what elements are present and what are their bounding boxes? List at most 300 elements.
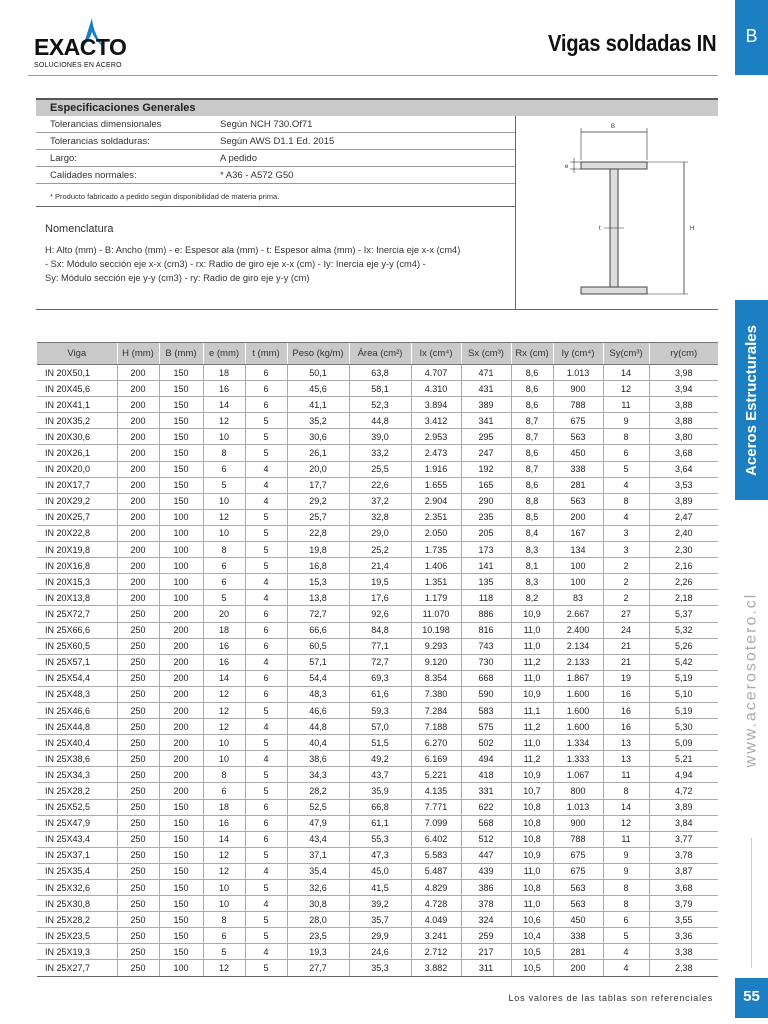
table-cell: 12 (203, 719, 245, 735)
table-cell: 2 (603, 590, 649, 606)
table-cell: 11,2 (511, 751, 553, 767)
table-cell: 5,26 (649, 638, 718, 654)
table-cell: 8,6 (511, 445, 553, 461)
table-cell: 2,26 (649, 574, 718, 590)
table-cell: 2.953 (411, 429, 461, 445)
table-cell: 2.134 (553, 638, 603, 654)
table-cell: 6.169 (411, 751, 461, 767)
table-cell: 11,0 (511, 735, 553, 751)
beam-name-cell: IN 20X30,6 (37, 429, 117, 445)
table-cell: 25,5 (349, 461, 411, 477)
table-cell: 3,88 (649, 397, 718, 413)
table-cell: 250 (117, 622, 159, 638)
beam-name-cell: IN 25X40,4 (37, 735, 117, 751)
table-cell: 4 (603, 509, 649, 525)
table-cell: 7.380 (411, 686, 461, 702)
table-cell: 150 (159, 381, 203, 397)
table-row (37, 558, 718, 574)
table-cell: 60,5 (287, 638, 349, 654)
table-row (37, 542, 718, 558)
table-cell: 8,7 (511, 429, 553, 445)
table-cell: 568 (461, 815, 511, 831)
table-cell: 8,5 (511, 509, 553, 525)
table-cell: 3,77 (649, 831, 718, 847)
beam-name-cell: IN 25X57,1 (37, 654, 117, 670)
table-cell: 5 (245, 558, 287, 574)
table-cell: 16 (203, 381, 245, 397)
table-cell: 15,3 (287, 574, 349, 590)
table-cell: 21 (603, 638, 649, 654)
table-cell: 675 (553, 863, 603, 879)
beam-name-cell: IN 25X52,5 (37, 799, 117, 815)
spec-label: Tolerancias dimensionales (50, 119, 162, 130)
table-cell: 16 (603, 686, 649, 702)
table-cell: 10,8 (511, 831, 553, 847)
spec-label: Tolerancias soldaduras: (50, 136, 150, 147)
table-cell: 4 (245, 574, 287, 590)
table-cell: 5,10 (649, 686, 718, 702)
table-cell: 150 (159, 365, 203, 381)
table-cell: 5 (245, 525, 287, 541)
table-cell: 200 (159, 783, 203, 799)
table-cell: 25,7 (287, 509, 349, 525)
column-header: Sx (cm³) (461, 343, 511, 365)
table-cell: 200 (159, 702, 203, 718)
table-row (37, 654, 718, 670)
section-name: Aceros Estructurales (743, 324, 760, 476)
table-cell: 250 (117, 944, 159, 960)
column-header: Ix (cm⁴) (411, 343, 461, 365)
table-cell: 11,2 (511, 654, 553, 670)
table-cell: 10,5 (511, 944, 553, 960)
table-cell: 250 (117, 831, 159, 847)
table-cell: 11,2 (511, 719, 553, 735)
table-row (37, 896, 718, 912)
table-cell: 10,9 (511, 767, 553, 783)
table-cell: 11 (603, 397, 649, 413)
section-letter: B (745, 26, 758, 46)
table-cell: 4 (245, 944, 287, 960)
table-cell: 28,2 (287, 783, 349, 799)
table-cell: 9 (603, 847, 649, 863)
table-cell: 8 (203, 767, 245, 783)
table-cell: 150 (159, 863, 203, 879)
table-cell: 6 (245, 670, 287, 686)
table-cell: 92,6 (349, 606, 411, 622)
table-cell: 450 (553, 445, 603, 461)
table-cell: 38,6 (287, 751, 349, 767)
table-cell: 7.771 (411, 799, 461, 815)
beam-name-cell: IN 20X20,0 (37, 461, 117, 477)
table-cell: 6 (203, 783, 245, 799)
table-cell: 39,0 (349, 429, 411, 445)
table-cell: 18 (203, 799, 245, 815)
table-cell: 35,7 (349, 912, 411, 928)
table-cell: 14 (203, 397, 245, 413)
table-cell: 200 (117, 493, 159, 509)
beam-table (37, 342, 718, 977)
table-cell: 341 (461, 413, 511, 429)
table-cell: 200 (117, 574, 159, 590)
table-cell: 259 (461, 928, 511, 944)
column-header: Peso (kg/m) (287, 343, 349, 365)
table-cell: 418 (461, 767, 511, 783)
table-cell: 6 (603, 912, 649, 928)
table-cell: 5 (245, 880, 287, 896)
table-cell: 135 (461, 574, 511, 590)
column-header: Viga (37, 343, 117, 365)
table-cell: 12 (203, 960, 245, 976)
table-cell: 16 (203, 638, 245, 654)
table-cell: 23,5 (287, 928, 349, 944)
table-cell: 5 (245, 429, 287, 445)
table-cell: 5,32 (649, 622, 718, 638)
table-cell: 5 (245, 735, 287, 751)
table-cell: 32,6 (287, 880, 349, 896)
beam-name-cell: IN 25X43,4 (37, 831, 117, 847)
table-row (37, 477, 718, 493)
table-cell: 8,6 (511, 365, 553, 381)
table-cell: 8,3 (511, 542, 553, 558)
table-cell: 200 (117, 558, 159, 574)
table-cell: 8 (603, 429, 649, 445)
table-cell: 52,5 (287, 799, 349, 815)
table-cell: 26,1 (287, 445, 349, 461)
table-cell: 150 (159, 445, 203, 461)
table-cell: 8 (203, 445, 245, 461)
table-row (37, 670, 718, 686)
table-cell: 150 (159, 799, 203, 815)
table-cell: 192 (461, 461, 511, 477)
table-cell: 24,6 (349, 944, 411, 960)
beam-name-cell: IN 20X16,8 (37, 558, 117, 574)
beam-name-cell: IN 25X37,1 (37, 847, 117, 863)
beam-name-cell: IN 25X30,8 (37, 896, 117, 912)
table-cell: 35,4 (287, 863, 349, 879)
table-cell: 63,8 (349, 365, 411, 381)
table-cell: 20 (203, 606, 245, 622)
table-cell: 150 (159, 413, 203, 429)
table-cell: 3,68 (649, 880, 718, 896)
table-cell: 4 (245, 493, 287, 509)
spec-divider (36, 206, 515, 207)
table-row (37, 751, 718, 767)
beam-name-cell: IN 20X41,1 (37, 397, 117, 413)
table-cell: 11,0 (511, 670, 553, 686)
beam-name-cell: IN 20X25,7 (37, 509, 117, 525)
spec-vertical-divider (515, 116, 516, 310)
table-row (37, 880, 718, 896)
table-cell: 200 (117, 429, 159, 445)
table-cell: 2.712 (411, 944, 461, 960)
table-cell: 3,89 (649, 493, 718, 509)
table-cell: 5 (603, 461, 649, 477)
table-cell: 20,0 (287, 461, 349, 477)
table-cell: 21 (603, 654, 649, 670)
table-cell: 3,88 (649, 413, 718, 429)
table-cell: 281 (553, 477, 603, 493)
table-cell: 5,42 (649, 654, 718, 670)
table-cell: 52,3 (349, 397, 411, 413)
table-cell: 250 (117, 847, 159, 863)
label-e: e (565, 164, 569, 170)
table-cell: 3,38 (649, 944, 718, 960)
table-cell: 11,1 (511, 702, 553, 718)
spec-row (36, 150, 515, 167)
table-cell: 16 (203, 654, 245, 670)
website-url: www.acerosotero.cl (742, 592, 760, 768)
table-cell: 200 (117, 509, 159, 525)
table-cell: 150 (159, 831, 203, 847)
table-cell: 25,2 (349, 542, 411, 558)
beam-name-cell: IN 20X17,7 (37, 477, 117, 493)
table-cell: 167 (553, 525, 603, 541)
table-cell: 590 (461, 686, 511, 702)
table-cell: 3 (603, 542, 649, 558)
table-cell: 1.867 (553, 670, 603, 686)
brand-tagline: SOLUCIONES EN ACERO (34, 62, 122, 69)
table-cell: 100 (159, 558, 203, 574)
table-cell: 10 (203, 493, 245, 509)
table-cell: 1.013 (553, 365, 603, 381)
table-cell: 2.351 (411, 509, 461, 525)
table-cell: 1.013 (553, 799, 603, 815)
table-cell: 5 (203, 590, 245, 606)
table-cell: 250 (117, 638, 159, 654)
table-cell: 10 (203, 896, 245, 912)
brand-name: EXACTO (34, 34, 127, 60)
table-cell: 72,7 (349, 654, 411, 670)
table-cell: 816 (461, 622, 511, 638)
table-cell: 43,4 (287, 831, 349, 847)
table-cell: 16 (603, 719, 649, 735)
specs-header (36, 98, 718, 116)
table-cell: 295 (461, 429, 511, 445)
table-cell: 800 (553, 783, 603, 799)
table-cell: 439 (461, 863, 511, 879)
table-cell: 18 (203, 622, 245, 638)
spec-value: * A36 - A572 G50 (220, 170, 294, 181)
table-cell: 150 (159, 493, 203, 509)
table-row (37, 847, 718, 863)
beam-name-cell: IN 25X48,3 (37, 686, 117, 702)
table-cell: 4.049 (411, 912, 461, 928)
table-cell: 35,9 (349, 783, 411, 799)
nomenclature-line: Sy: Módulo sección eje y-y (cm3) - ry: Radio de giro eje y-y (cm) (45, 273, 310, 283)
table-cell: 3,53 (649, 477, 718, 493)
table-cell: 4 (245, 461, 287, 477)
table-cell: 200 (159, 767, 203, 783)
table-cell: 1.179 (411, 590, 461, 606)
table-cell: 247 (461, 445, 511, 461)
table-cell: 1.351 (411, 574, 461, 590)
table-cell: 2 (603, 558, 649, 574)
table-cell: 788 (553, 397, 603, 413)
page-number: 55 (743, 988, 760, 1005)
table-cell: 200 (117, 413, 159, 429)
table-cell: 21,4 (349, 558, 411, 574)
beam-name-cell: IN 25X60,5 (37, 638, 117, 654)
table-cell: 3,78 (649, 847, 718, 863)
table-cell: 3 (603, 525, 649, 541)
table-cell: 250 (117, 654, 159, 670)
table-cell: 4 (245, 863, 287, 879)
table-cell: 563 (553, 493, 603, 509)
table-row (37, 606, 718, 622)
table-cell: 281 (553, 944, 603, 960)
table-cell: 4,72 (649, 783, 718, 799)
table-cell: 8,3 (511, 574, 553, 590)
table-cell: 5,19 (649, 670, 718, 686)
table-cell: 10 (203, 880, 245, 896)
table-cell: 5 (245, 413, 287, 429)
table-row (37, 702, 718, 718)
table-cell: 250 (117, 606, 159, 622)
table-cell: 1.406 (411, 558, 461, 574)
table-row (37, 799, 718, 815)
table-cell: 200 (117, 525, 159, 541)
table-cell: 2,18 (649, 590, 718, 606)
beam-name-cell: IN 25X72,7 (37, 606, 117, 622)
label-t: t (599, 226, 601, 232)
table-cell: 10,5 (511, 960, 553, 976)
table-cell: 250 (117, 896, 159, 912)
table-cell: 8 (203, 912, 245, 928)
table-cell: 2.904 (411, 493, 461, 509)
table-cell: 3,68 (649, 445, 718, 461)
table-cell: 563 (553, 896, 603, 912)
table-cell: 4 (245, 719, 287, 735)
table-cell: 2.473 (411, 445, 461, 461)
table-cell: 1.600 (553, 686, 603, 702)
page-title: Vigas soldadas IN (547, 30, 716, 56)
beam-name-cell: IN 25X54,4 (37, 670, 117, 686)
table-cell: 10 (203, 525, 245, 541)
table-cell: 100 (159, 542, 203, 558)
beam-name-cell: IN 20X26,1 (37, 445, 117, 461)
table-cell: 43,7 (349, 767, 411, 783)
table-cell: 165 (461, 477, 511, 493)
table-cell: 331 (461, 783, 511, 799)
table-cell: 2.133 (553, 654, 603, 670)
table-cell: 1.916 (411, 461, 461, 477)
table-cell: 4,94 (649, 767, 718, 783)
table-cell: 8,1 (511, 558, 553, 574)
table-cell: 16 (203, 815, 245, 831)
table-cell: 2.400 (553, 622, 603, 638)
table-row (37, 783, 718, 799)
table-cell: 12 (203, 863, 245, 879)
table-row (37, 815, 718, 831)
table-row (37, 429, 718, 445)
table-cell: 4.728 (411, 896, 461, 912)
table-cell: 8,6 (511, 477, 553, 493)
column-header: Sy(cm³) (603, 343, 649, 365)
table-cell: 3,64 (649, 461, 718, 477)
spec-value: Según AWS D1.1 Ed. 2015 (220, 136, 335, 147)
specs-panel (36, 98, 718, 310)
table-row (37, 413, 718, 429)
spec-row (36, 116, 515, 133)
table-cell: 50,1 (287, 365, 349, 381)
table-cell: 150 (159, 880, 203, 896)
table-cell: 1.334 (553, 735, 603, 751)
table-cell: 8,7 (511, 413, 553, 429)
spec-label: Largo: (50, 153, 77, 164)
table-cell: 6 (245, 381, 287, 397)
table-cell: 8 (603, 493, 649, 509)
table-cell: 35,3 (349, 960, 411, 976)
table-cell: 45,0 (349, 863, 411, 879)
table-cell: 2,40 (649, 525, 718, 541)
table-cell: 10,8 (511, 799, 553, 815)
dimension-e (570, 158, 581, 173)
table-row (37, 525, 718, 541)
table-cell: 6 (245, 365, 287, 381)
table-cell: 100 (159, 525, 203, 541)
table-cell: 72,7 (287, 606, 349, 622)
table-cell: 10,9 (511, 686, 553, 702)
table-cell: 200 (117, 397, 159, 413)
table-cell: 200 (117, 461, 159, 477)
table-cell: 7.188 (411, 719, 461, 735)
table-cell: 8 (603, 783, 649, 799)
table-cell: 250 (117, 735, 159, 751)
table-cell: 200 (159, 686, 203, 702)
table-cell: 1.600 (553, 719, 603, 735)
table-cell: 1.735 (411, 542, 461, 558)
table-cell: 200 (159, 606, 203, 622)
table-cell: 14 (203, 670, 245, 686)
table-cell: 3,84 (649, 815, 718, 831)
beam-name-cell: IN 20X13,8 (37, 590, 117, 606)
table-cell: 150 (159, 461, 203, 477)
table-cell: 512 (461, 831, 511, 847)
table-cell: 51,5 (349, 735, 411, 751)
table-cell: 6 (245, 638, 287, 654)
table-cell: 19,5 (349, 574, 411, 590)
table-cell: 6 (603, 445, 649, 461)
table-cell: 10 (203, 429, 245, 445)
table-cell: 44,8 (287, 719, 349, 735)
table-cell: 10,6 (511, 912, 553, 928)
table-cell: 386 (461, 880, 511, 896)
table-cell: 22,8 (287, 525, 349, 541)
table-cell: 8,6 (511, 397, 553, 413)
beam-name-cell: IN 25X28,2 (37, 783, 117, 799)
table-cell: 250 (117, 799, 159, 815)
table-cell: 11,0 (511, 638, 553, 654)
table-cell: 100 (553, 558, 603, 574)
beam-name-cell: IN 20X45,6 (37, 381, 117, 397)
table-cell: 9 (603, 863, 649, 879)
label-h: H (690, 226, 695, 232)
column-header: H (mm) (117, 343, 159, 365)
table-cell: 4 (245, 751, 287, 767)
table-cell: 5.487 (411, 863, 461, 879)
table-cell: 150 (159, 397, 203, 413)
table-cell: 290 (461, 493, 511, 509)
table-cell: 2,16 (649, 558, 718, 574)
table-cell: 8 (203, 542, 245, 558)
spec-row (36, 133, 515, 150)
table-cell: 1.655 (411, 477, 461, 493)
table-cell: 37,1 (287, 847, 349, 863)
table-row (37, 719, 718, 735)
table-cell: 200 (117, 542, 159, 558)
table-cell: 44,8 (349, 413, 411, 429)
table-cell: 40,4 (287, 735, 349, 751)
